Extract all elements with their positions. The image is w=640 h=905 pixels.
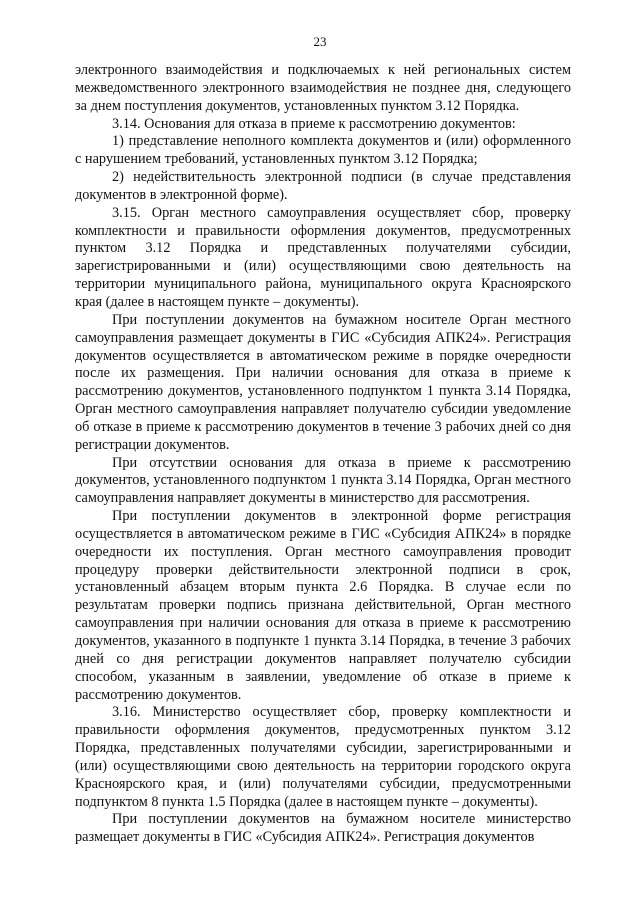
paragraph-continuation: электронного взаимодействия и подключаемых к ней региональных систем межведомственного электронного взаимодействия не позднее дня, следующего за днем поступления документов, установленных пунктом 3.12 Порядка. — [75, 62, 571, 114]
paragraph-3-15-paper-submission: При поступлении документов на бумажном носителе Орган местного самоуправления размещает документы в ГИС «Субсидия АПК24». Регистрация документов осуществляется в автоматическом режиме в порядке очередности после их размещения. При наличии основания для отказа в приеме к рассмотрению документов, установленного подпунктом 1 пункта 3.14 Порядка, Орган местного самоуправления направляет получателю субсидии уведомление об отказе в приеме к рассмотрению документов в течение 3 рабочих дней со дня регистрации документов. — [75, 311, 571, 453]
paragraph-3-15-no-refusal: При отсутствии основания для отказа в приеме к рассмотрению документов, установленного подпунктом 1 пункта 3.14 Порядка, Орган местного самоуправления направляет документы в министерство для рассмотрения. — [75, 454, 571, 507]
paragraph-3-16: 3.16. Министерство осуществляет сбор, проверку комплектности и правильности оформления документов, предусмотренных пунктом 3.12 Порядка, представленных получателями субсидии, зарегистрированными и (или) осуществляющими свою деятельность на территории городского округа Красноярского края, и (или) получателями субсидии, предусмотренными подпунктом 8 пункта 1.5 Порядка (далее в настоящем пункте – документы). — [75, 704, 571, 810]
paragraph-3-14-heading: 3.14. Основания для отказа в приеме к рассмотрению документов: — [112, 115, 516, 132]
paragraph-3-16-paper-submission: При поступлении документов на бумажном носителе министерство размещает документы в ГИС «Субсидия АПК24». Регистрация документов — [75, 811, 571, 846]
paragraph-3-14-item-1: 1) представление неполного комплекта документов и (или) оформленного с нарушением требований, установленных пунктом 3.12 Порядка; — [75, 133, 571, 168]
page-number: 23 — [313, 34, 327, 49]
paragraph-3-15-electronic-submission: При поступлении документов в электронной форме регистрация осуществляется в автоматическом режиме в ГИС «Субсидия АПК24» в порядке очередности их поступления. Орган местного самоуправления проводит процедуру проверки действительности электронной подписи в срок, установленный абзацем вторым пункта 2.6 Порядка. В случае если по результатам проверки подпись признана действительной, Орган местного самоуправления при наличии основания для отказа в приеме к рассмотрению документов, указанного в подпункте 1 пункта 3.14 Порядка, в течение 3 рабочих дней со дня регистрации документов направляет получателю субсидии способом, указанным в заявлении, уведомление об отказе в приеме к рассмотрению документов. — [75, 508, 571, 703]
paragraph-3-15: 3.15. Орган местного самоуправления осуществляет сбор, проверку комплектности и правильности оформления документов, предусмотренных пунктом 3.12 Порядка и представленных получателями субсидии, зарегистрированными и (или) осуществляющими свою деятельность на территории муниципального района, муниципального округа Красноярского края (далее в настоящем пункте – документы). — [75, 204, 571, 310]
paragraph-3-14-item-2: 2) недействительность электронной подписи (в случае представления документов в электронной форме). — [75, 169, 571, 203]
document-body — [75, 62, 571, 847]
